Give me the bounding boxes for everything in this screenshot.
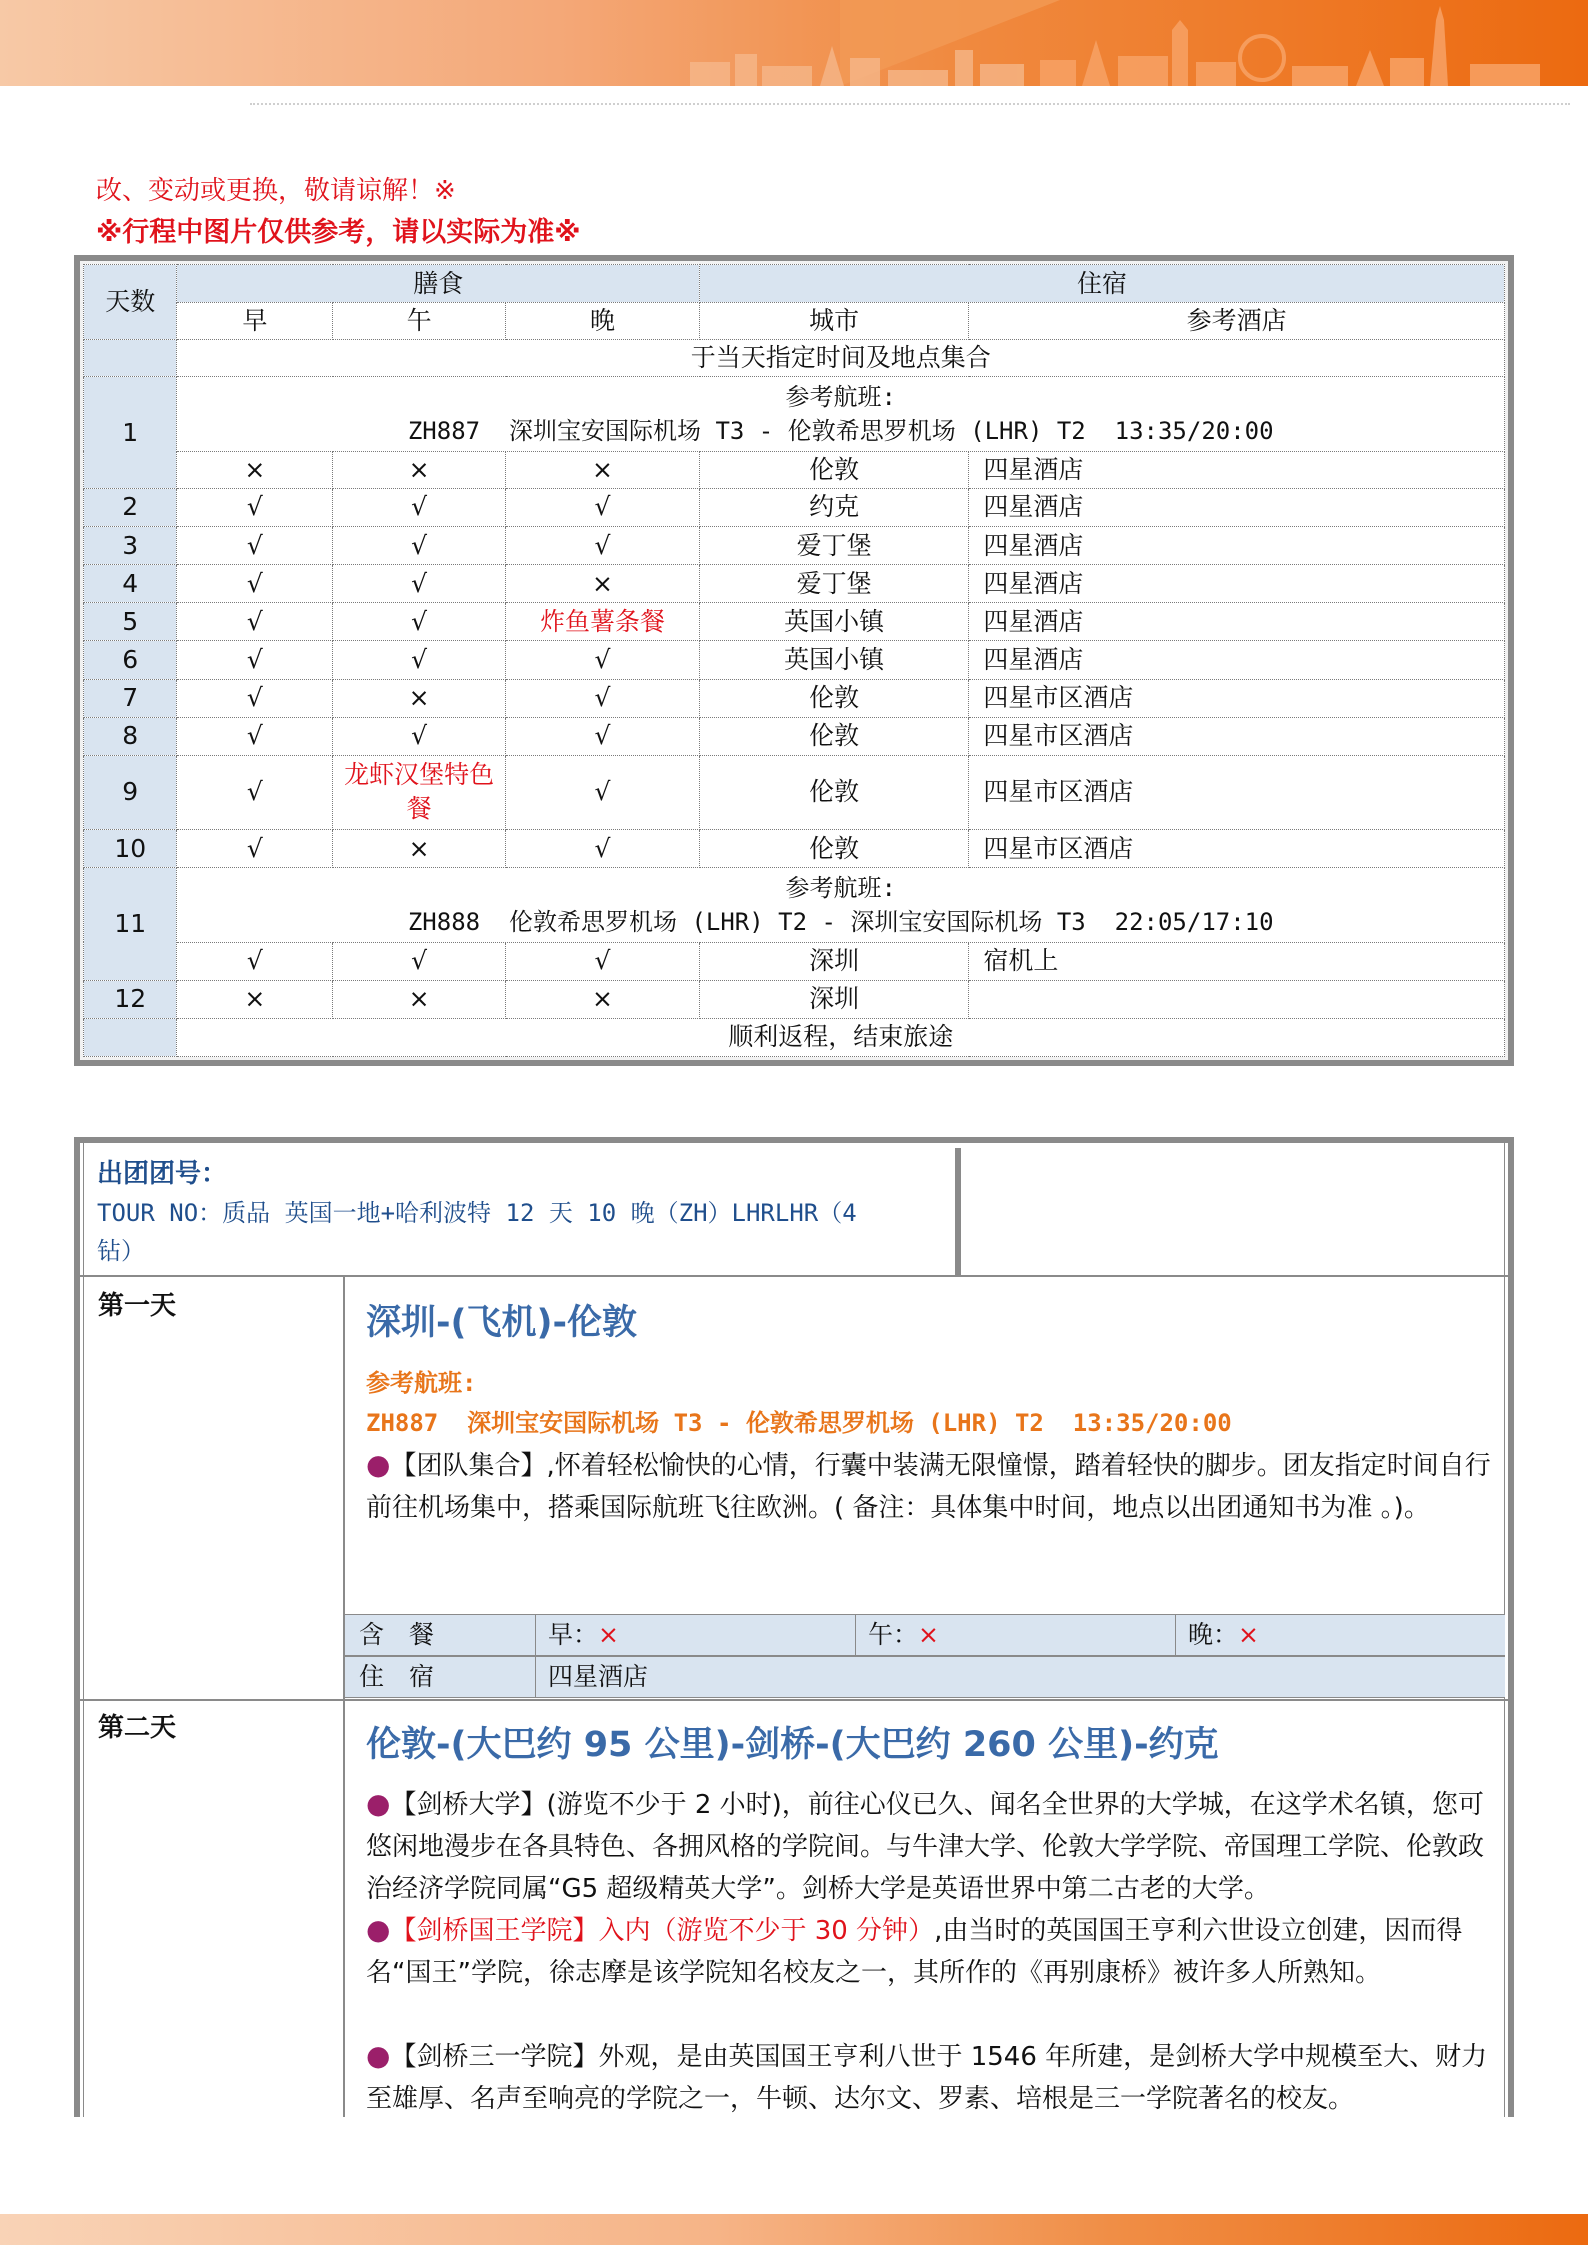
lunch-value: × [918,1620,939,1649]
itinerary-section [74,1137,1514,2117]
hotel-cell: 四星酒店 [969,488,1505,526]
header-hotel: 参考酒店 [969,303,1505,340]
breakfast-value: × [598,1620,619,1649]
day1-flight: ZH887 深圳宝安国际机场 T3 - 伦敦希思罗机场 (LHR) T2 13:35/20:00 [366,1409,1232,1437]
dinner-cell: √ [506,526,700,564]
hotel-cell: 四星酒店 [969,641,1505,679]
hotel-cell: 四星市区酒店 [969,755,1505,829]
day-number: 4 [84,565,177,603]
breakfast-cell: √ [177,641,333,679]
image-disclaimer: ※行程中图片仅供参考，请以实际为准※ [96,217,581,248]
para-body: 外观，是由英国国王亨利八世于 1546 年所建，是剑桥大学中规模至大、财力至雄厚、名声至响亮的学院之一，牛顿、达尔文、罗素、培根是三一学院著名的校友。 [366,2042,1488,2114]
breakfast-cell: × [177,980,333,1018]
city-cell: 伦敦 [700,830,969,868]
tour-name: TOUR NO：质品 英国一地+哈利波特 12 天 10 晚（ZH）LHRLHR（4 [97,1199,857,1227]
stay-value: 四星酒店 [535,1657,1505,1697]
para-body: ,由当时的英国国王亨利六世设立创建，因而得名“国王”学院，徐志摩是该学院知名校友之一，其所作的《再别康桥》被许多人所熟知。 [366,1916,1463,1988]
breakfast-cell: × [177,451,333,488]
stay-label: 住 宿 [359,1662,435,1691]
day1-label: 第一天 [98,1291,177,1321]
lunch-cell: × [333,980,506,1018]
city-cell: 伦敦 [700,679,969,717]
para-heading: 【团队集合】 [390,1451,547,1481]
breakfast-cell [535,1615,855,1655]
day-cell-empty [84,340,177,377]
header-breakfast: 早 [177,303,333,340]
day-number: 3 [84,526,177,564]
gather-note: 于当天指定时间及地点集合 [177,340,1505,377]
city-cell: 伦敦 [700,451,969,488]
day-number: 5 [84,603,177,641]
dinner-cell: √ [506,488,700,526]
lunch-cell: √ [333,717,506,755]
dinner-cell: × [506,565,700,603]
lunch-cell: √ [333,942,506,980]
hotel-cell: 四星酒店 [969,565,1505,603]
breakfast-cell: √ [177,755,333,829]
breakfast-cell: √ [177,526,333,564]
breakfast-cell: √ [177,942,333,980]
divider [80,1699,1508,1701]
day1-meal-row [345,1614,1505,1656]
schedule-table [74,255,1514,1066]
lunch-cell: √ [333,488,506,526]
dinner-cell: √ [506,679,700,717]
hotel-cell: 四星酒店 [969,526,1505,564]
dinner-cell: √ [506,830,700,868]
dinner-cell: √ [506,717,700,755]
tour-info [85,1148,961,1275]
day-number: 12 [84,980,177,1018]
dinner-cell [1175,1615,1505,1655]
bullet-icon: ● [366,1448,391,1481]
hotel-cell: 四星市区酒店 [969,830,1505,868]
dinner-value: × [1238,1620,1259,1649]
header-lodging: 住宿 [700,265,1505,303]
day2-paragraph-1 [366,1783,1496,1910]
bullet-icon: ● [366,2039,391,2072]
hotel-cell: 四星酒店 [969,603,1505,641]
day-number: 8 [84,717,177,755]
breakfast-cell: √ [177,488,333,526]
hotel-cell: 四星市区酒店 [969,679,1505,717]
flight-label: 参考航班: [785,383,896,412]
day-number: 9 [84,755,177,829]
day1-paragraph [366,1444,1496,1529]
para-heading: 【剑桥大学】 [390,1790,547,1820]
day-number: 2 [84,488,177,526]
breakfast-label: 早： [548,1620,599,1649]
dinner-cell: √ [506,755,700,829]
dinner-cell: √ [506,942,700,980]
hotel-cell [969,980,1505,1018]
day2-label: 第二天 [98,1713,177,1743]
day-number: 7 [84,679,177,717]
bullet-icon: ● [366,1913,391,1946]
header-meals: 膳食 [177,265,700,303]
skyline-icon [0,0,1588,86]
frame-line [83,1143,84,2117]
tour-label: 出团团号： [97,1159,228,1189]
day1-title: 深圳-(飞机)-伦敦 [366,1303,638,1343]
dinner-cell: √ [506,641,700,679]
header-divider [250,103,1570,105]
day-number: 10 [84,830,177,868]
flight-back-info: ZH888 伦敦希思罗机场 (LHR) T2 - 深圳宝安国际机场 T3 22:05/17:10 [407,907,1274,936]
dinner-label: 晚： [1188,1620,1239,1649]
lunch-cell: √ [333,565,506,603]
dinner-cell: × [506,980,700,1018]
city-cell: 伦敦 [700,755,969,829]
day-number: 11 [84,868,177,980]
city-cell: 英国小镇 [700,603,969,641]
lunch-cell: × [333,830,506,868]
city-cell: 英国小镇 [700,641,969,679]
header-days: 天数 [84,265,177,340]
header-banner [0,0,1588,86]
header-dinner: 晚 [506,303,700,340]
end-note: 顺利返程，结束旅途 [177,1018,1505,1056]
breakfast-cell: √ [177,603,333,641]
day-number: 6 [84,641,177,679]
flight-label: 参考航班: [785,873,896,902]
lunch-cell: × [333,451,506,488]
breakfast-cell: √ [177,679,333,717]
day2-paragraph-3 [366,2035,1496,2117]
city-cell: 伦敦 [700,717,969,755]
day1-flight-label: 参考航班: [366,1369,477,1397]
dinner-special-cell: 炸鱼薯条餐 [506,603,700,641]
dinner-cell: × [506,451,700,488]
city-cell: 深圳 [700,980,969,1018]
day2-paragraph-2 [366,1909,1496,1994]
bullet-icon: ● [366,1787,391,1820]
city-cell: 约克 [700,488,969,526]
footer-banner [0,2214,1588,2245]
breakfast-cell: √ [177,565,333,603]
city-cell: 深圳 [700,942,969,980]
lunch-cell: × [333,679,506,717]
header-lunch: 午 [333,303,506,340]
hotel-cell: 四星酒店 [969,451,1505,488]
breakfast-cell: √ [177,830,333,868]
day2-title: 伦敦-(大巴约 95 公里)-剑桥-(大巴约 260 公里)-约克 [366,1725,1219,1765]
city-cell: 爱丁堡 [700,565,969,603]
lunch-label: 午： [868,1620,919,1649]
lunch-cell: √ [333,641,506,679]
flight-out-info: ZH887 深圳宝安国际机场 T3 - 伦敦希思罗机场 (LHR) T2 13:35/20:00 [407,417,1274,446]
lunch-cell: √ [333,603,506,641]
flight-back-cell [177,868,1505,942]
city-cell: 爱丁堡 [700,526,969,564]
flight-out-cell [177,377,1505,451]
para-body: ,怀着轻松愉快的心情，行囊中装满无限憧憬，踏着轻快的脚步。团友指定时间自行前往机场集中，搭乘国际航班飞往欧洲。( 备注：具体集中时间，地点以出团通知书为准 。)。 [366,1451,1491,1523]
notice-text: 改、变动或更换，敬请谅解！※ [96,176,456,206]
hotel-cell: 宿机上 [969,942,1505,980]
header-city: 城市 [700,303,969,340]
tour-name-cont: 钻） [97,1237,145,1265]
para-body: (游览不少于 2 小时)，前往心仪已久、闻名全世界的大学城，在这学术名镇，您可悠闲地漫步在各具特色、各拥风格的学院间。与牛津大学、伦敦大学学院、帝国理工学院、伦敦政治经济学院同属“G5 超级精英大学”。剑桥大学是英语世界中第二古老的大学。 [366,1790,1485,1904]
lunch-special-cell: 龙虾汉堡特色餐 [333,755,506,829]
lunch-cell: √ [333,526,506,564]
lunch-cell [855,1615,1175,1655]
meal-label: 含 餐 [359,1620,435,1649]
day-number: 1 [84,377,177,488]
para-heading: 【剑桥三一学院】 [390,2042,599,2072]
divider [80,1275,1508,1277]
day-cell-empty [84,1018,177,1056]
para-heading: 【剑桥国王学院】入内（游览不少于 30 分钟） [390,1916,935,1946]
day1-stay-row [345,1656,1505,1698]
breakfast-cell: √ [177,717,333,755]
hotel-cell: 四星市区酒店 [969,717,1505,755]
